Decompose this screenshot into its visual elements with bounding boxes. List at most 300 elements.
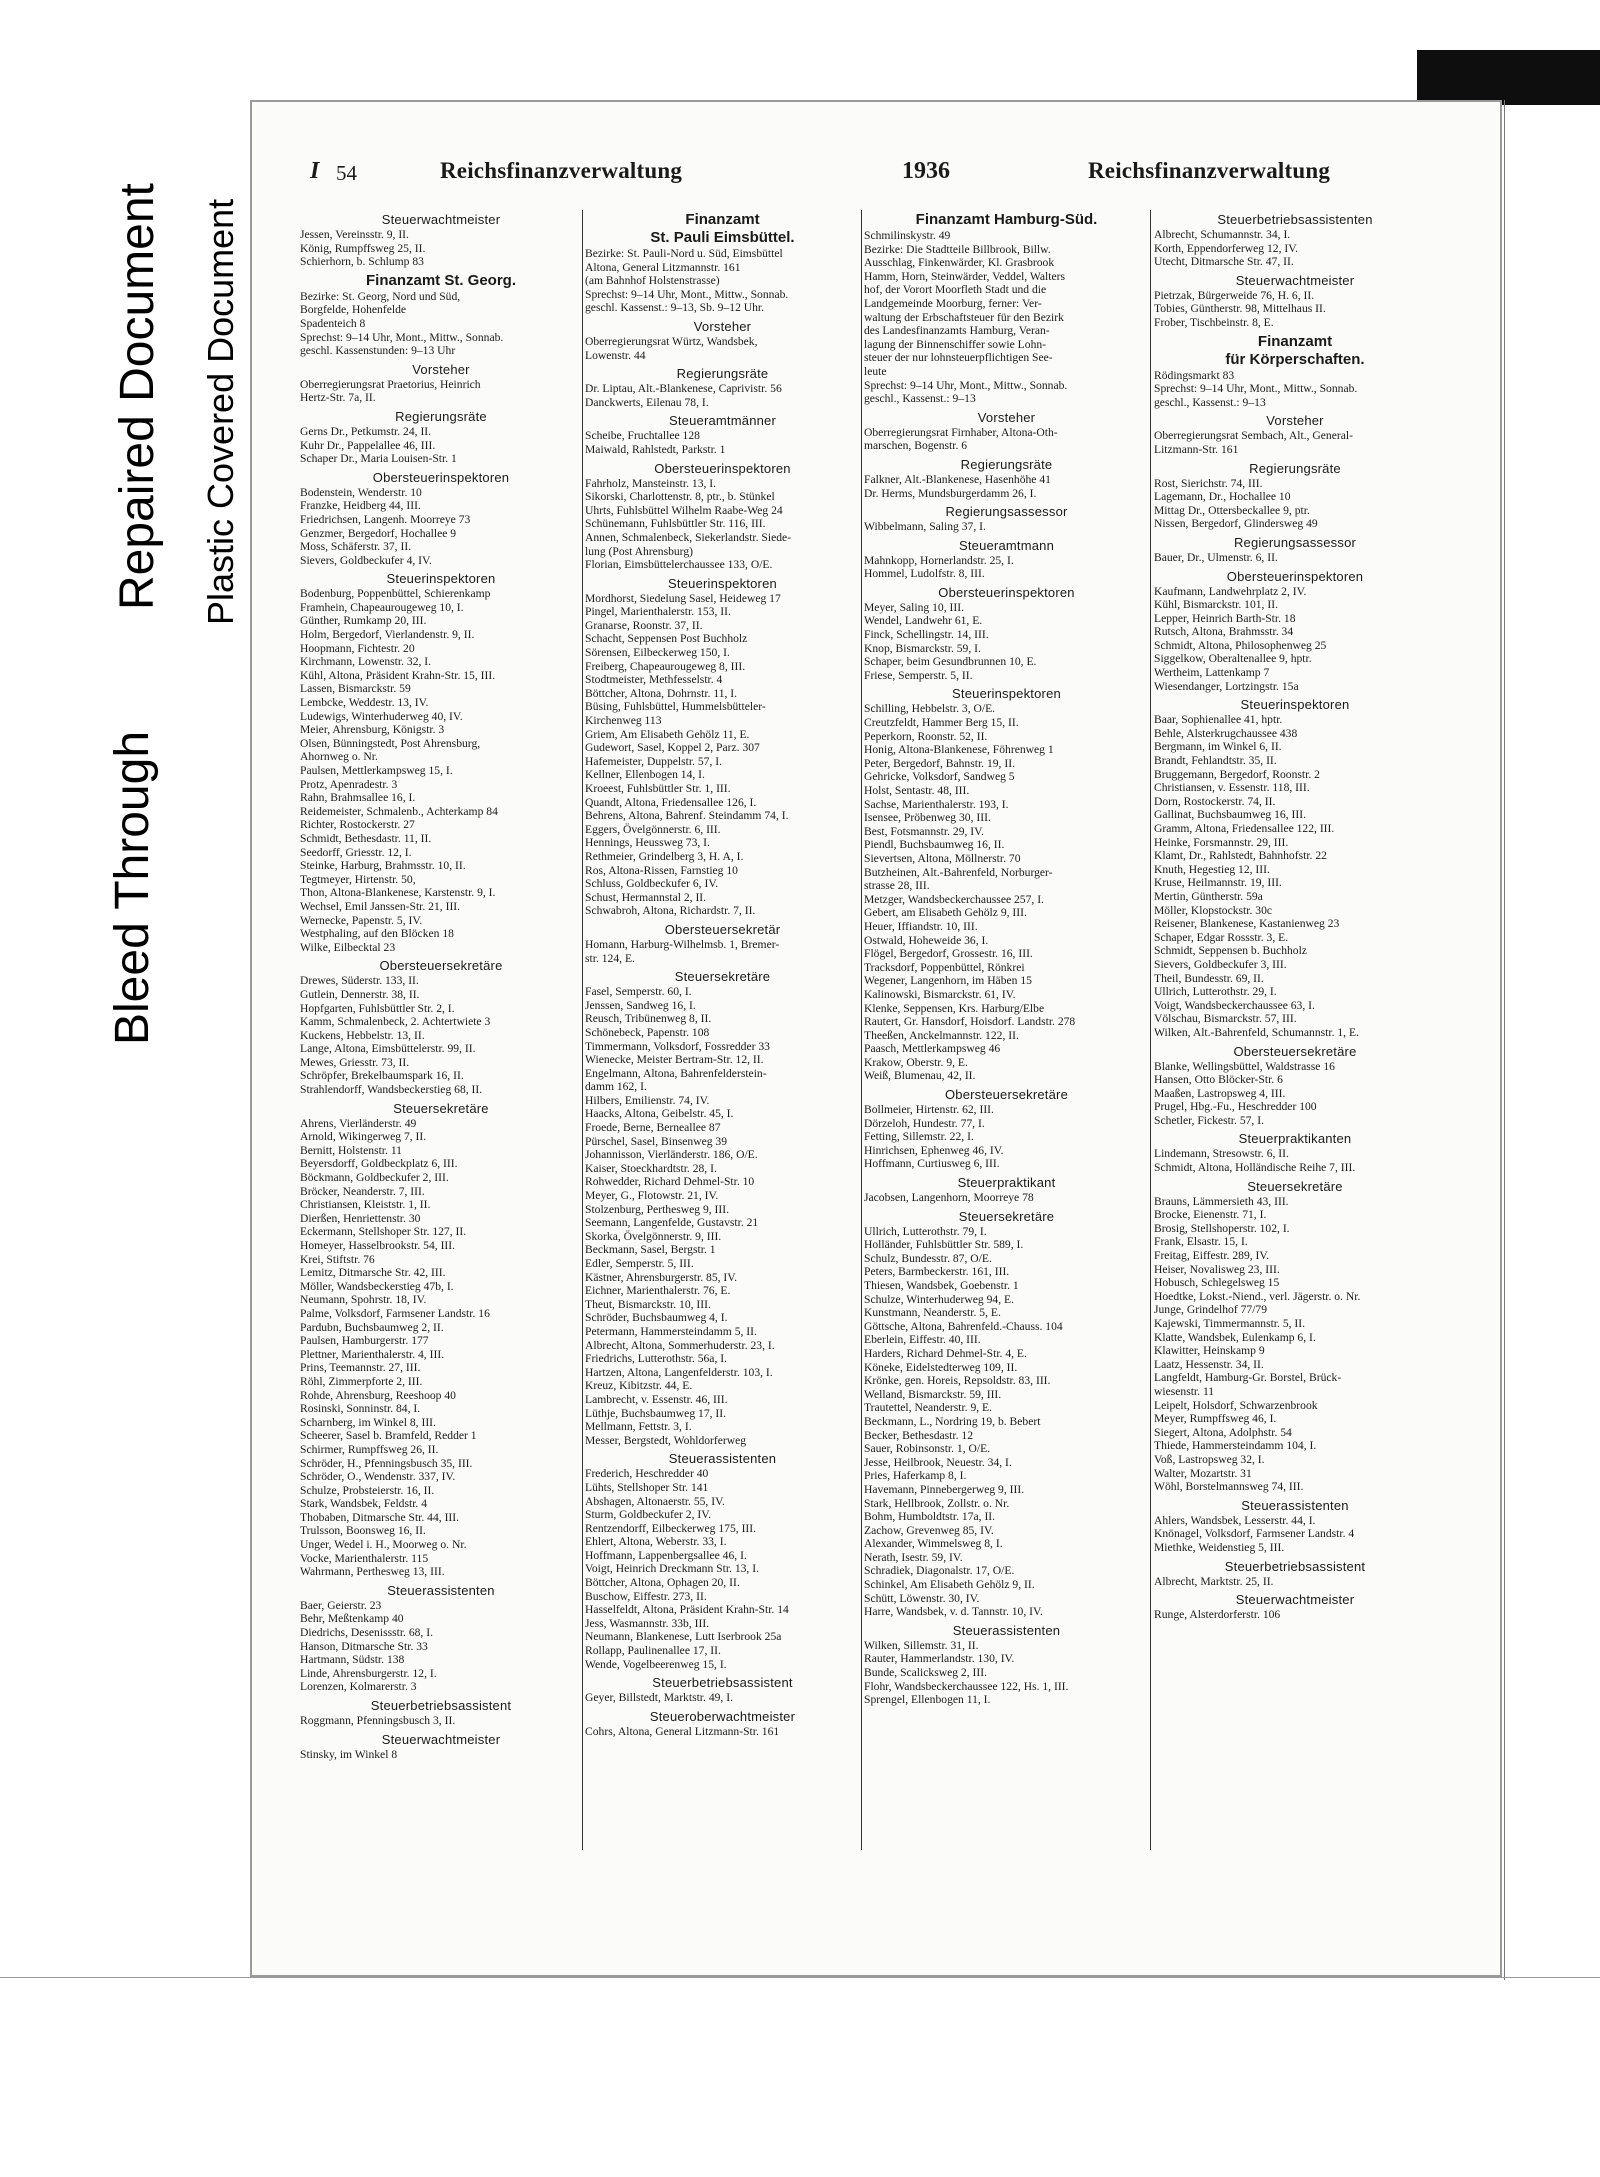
directory-section bbox=[864, 456, 1149, 500]
directory-entry: Kroeest, Fuhlsbüttler Str. 1, III. bbox=[585, 782, 731, 795]
directory-entry: Schröder, O., Wendenstr. 337, IV. bbox=[300, 1470, 456, 1484]
directory-entry: Schröder, Buchsbaumweg 4, I. bbox=[585, 1311, 728, 1325]
directory-entry: Beckmann, Sasel, Bergstr. 1 bbox=[585, 1243, 716, 1257]
directory-entry: waltung der Erbschaftsteuer für den Bezirk bbox=[864, 310, 1064, 324]
directory-entry: Homann, Harburg-Wilhelmsb. 1, Bremer- bbox=[585, 937, 780, 951]
directory-entry: Holm, Bergedorf, Vierlandenstr. 9, II. bbox=[300, 628, 475, 642]
directory-entry: Altona, General Litzmannstr. 161 bbox=[585, 260, 741, 274]
directory-entry: Klatte, Wandsbek, Eulenkamp 6, I. bbox=[1154, 1330, 1316, 1344]
section-heading: Steuerwachtmeister bbox=[1235, 272, 1355, 288]
directory-entry: Bezirke: Die Stadtteile Billbrook, Billw. bbox=[864, 242, 1051, 256]
section-heading: Steuerinspektoren bbox=[952, 686, 1061, 702]
section-heading: Steuersekretäre bbox=[958, 1208, 1055, 1224]
directory-entry: Jess, Wasmannstr. 33b, III. bbox=[585, 1616, 710, 1630]
directory-entry: Cohrs, Altona, General Litzmann-Str. 161 bbox=[585, 1724, 780, 1738]
directory-section bbox=[1154, 211, 1436, 269]
directory-entry: wiesenstr. 11 bbox=[1154, 1384, 1215, 1398]
directory-entry: Drewes, Süderstr. 133, II. bbox=[300, 974, 419, 988]
directory-entry: Lepper, Heinrich Barth-Str. 18 bbox=[1154, 611, 1296, 625]
directory-entry: Meyer, G., Flotowstr. 21, IV. bbox=[585, 1189, 719, 1203]
directory-entry: Albrecht, Marktstr. 25, II. bbox=[1154, 1574, 1274, 1588]
directory-entry: Jacobsen, Langenhorn, Moorreye 78 bbox=[864, 1191, 1034, 1205]
directory-entry: Seedorff, Griesstr. 12, I. bbox=[300, 845, 412, 859]
directory-entry: Florian, Eimsbüttelerchaussee 133, O/E. bbox=[585, 558, 773, 572]
section-heading: Steuerwachtmeister bbox=[381, 1731, 501, 1747]
directory-entry: geschl., Kassenst.: 9–13 bbox=[864, 392, 976, 406]
directory-entry: Lindemann, Stresowstr. 6, II. bbox=[1154, 1147, 1289, 1161]
directory-section bbox=[1154, 568, 1436, 694]
directory-entry: Rautert, Gr. Hansdorf, Hoisdorf. Landstr. 278 bbox=[864, 1015, 1076, 1029]
directory-section bbox=[300, 1582, 582, 1694]
directory-section bbox=[585, 1674, 860, 1705]
directory-entry: Ahornweg o. Nr. bbox=[300, 750, 378, 764]
directory-entry: Hoffmann, Curtiusweg 6, III. bbox=[864, 1157, 1000, 1171]
section-heading: Vorsteher bbox=[1266, 413, 1324, 429]
directory-entry: Schmidt, Altona, Holländische Reihe 7, III. bbox=[1154, 1161, 1356, 1175]
directory-section bbox=[864, 1622, 1149, 1707]
directory-entry: Quandt, Altona, Friedensallee 126, I. bbox=[585, 795, 757, 809]
directory-entry: Genzmer, Bergedorf, Hochallee 9 bbox=[300, 526, 457, 540]
office-title: Finanzamt Hamburg-Süd. bbox=[915, 211, 1098, 228]
directory-section bbox=[1154, 1130, 1436, 1174]
directory-entry: Hommel, Ludolfstr. 8, III. bbox=[864, 567, 985, 581]
directory-entry: Peter, Bergedorf, Bahnstr. 19, II. bbox=[864, 756, 1015, 770]
directory-entry: Dorn, Rostockerstr. 74, II. bbox=[1154, 794, 1276, 808]
directory-entry: Schust, Hermannstal 2, II. bbox=[585, 890, 707, 904]
directory-entry: Junge, Grindelhof 77/79 bbox=[1154, 1303, 1268, 1317]
directory-entry: Albrecht, Schumannstr. 34, I. bbox=[1154, 228, 1291, 241]
directory-entry: Rödingsmarkt 83 bbox=[1154, 368, 1235, 382]
directory-entry: Ostwald, Hoheweide 36, I. bbox=[864, 933, 989, 947]
directory-entry: Hanson, Ditmarsche Str. 33 bbox=[300, 1639, 428, 1653]
directory-entry: Behle, Alsterkrugchaussee 438 bbox=[1154, 726, 1298, 740]
directory-entry: Leipelt, Holsdorf, Schwarzenbrook bbox=[1154, 1398, 1318, 1412]
directory-entry: Harre, Wandsbek, v. d. Tannstr. 10, IV. bbox=[864, 1605, 1043, 1619]
directory-entry: Weiß, Blumenau, 42, II. bbox=[864, 1069, 976, 1083]
directory-entry: Nissen, Bergedorf, Glindersweg 49 bbox=[1154, 517, 1318, 531]
directory-entry: Wöhl, Borstelmannsweg 74, III. bbox=[1154, 1480, 1304, 1494]
section-heading: Steuerwachtmeister bbox=[381, 212, 501, 227]
directory-entry: Flohr, Wandsbeckerchaussee 122, Hs. 1, III. bbox=[864, 1679, 1069, 1693]
directory-entry: Olsen, Bünningstedt, Post Ahrensburg, bbox=[300, 736, 481, 750]
directory-entry: Bunde, Scalicksweg 2, III. bbox=[864, 1666, 987, 1680]
directory-entry: Vocke, Marienthalerstr. 115 bbox=[300, 1551, 429, 1565]
directory-entry: Wilken, Sillemstr. 31, II. bbox=[864, 1638, 979, 1652]
directory-entry: Wendel, Landwehr 61, E. bbox=[864, 614, 983, 628]
directory-entry: Thiede, Hammersteindamm 104, I. bbox=[1154, 1439, 1317, 1453]
directory-section bbox=[585, 1450, 860, 1671]
directory-entry: Schmidt, Altona, Philosophenweg 25 bbox=[1154, 638, 1327, 652]
directory-entry: Wechsel, Emil Janssen-Str. 21, III. bbox=[300, 899, 461, 913]
directory-entry: Falkner, Alt.-Blankenese, Hasenhöhe 41 bbox=[864, 472, 1051, 486]
directory-entry: Meyer, Saling 10, III. bbox=[864, 600, 964, 614]
directory-section bbox=[585, 318, 860, 362]
directory-entry: Frank, Elsastr. 15, I. bbox=[1154, 1235, 1248, 1249]
directory-entry: Wibbelmann, Saling 37, I. bbox=[864, 520, 986, 534]
directory-entry: Beyersdorff, Goldbeckplatz 6, III. bbox=[300, 1157, 458, 1171]
directory-entry: Schmidt, Seppensen b. Buchholz bbox=[1154, 944, 1307, 958]
directory-entry: Christiansen, Kleiststr. 1, II. bbox=[300, 1198, 431, 1212]
directory-entry: Isensee, Pröbenweg 30, III. bbox=[864, 811, 991, 825]
directory-entry: Rauter, Hammerlandstr. 130, IV. bbox=[864, 1652, 1015, 1666]
directory-section bbox=[864, 1208, 1149, 1619]
directory-entry: Gutlein, Dennerstr. 38, II. bbox=[300, 987, 420, 1001]
directory-entry: str. 124, E. bbox=[585, 951, 635, 965]
column-rule bbox=[1150, 210, 1151, 1850]
directory-entry: Behrens, Altona, Bahrenf. Steindamm 74, I. bbox=[585, 809, 789, 823]
directory-entry: Lorenzen, Kolmarerstr. 3 bbox=[300, 1680, 417, 1694]
directory-section bbox=[300, 408, 582, 466]
directory-entry: Paasch, Mettlerkampsweg 46 bbox=[864, 1042, 1001, 1056]
section-heading: Regierungsassessor bbox=[945, 504, 1068, 520]
section-heading: Obersteuerinspektoren bbox=[654, 460, 791, 476]
directory-entry: Günther, Rumkamp 20, III. bbox=[300, 614, 427, 628]
directory-entry: Miethke, Weidenstieg 5, III. bbox=[1154, 1540, 1285, 1554]
directory-entry: Schmidt, Bethesdastr. 11, II. bbox=[300, 831, 432, 845]
directory-entry: Flögel, Bergedorf, Grossestr. 16, III. bbox=[864, 947, 1033, 961]
section-heading: Vorsteher bbox=[693, 318, 752, 334]
directory-section bbox=[864, 409, 1149, 453]
directory-entry: Holländer, Fuhlsbüttler Str. 589, I. bbox=[864, 1238, 1024, 1252]
directory-entry: Spadenteich 8 bbox=[300, 316, 366, 330]
directory-entry: Abshagen, Altonaerstr. 55, IV. bbox=[585, 1494, 725, 1508]
directory-entry: Palme, Volksdorf, Farmsener Landstr. 16 bbox=[300, 1306, 490, 1320]
directory-entry: Sturm, Goldbeckufer 2, IV. bbox=[585, 1508, 712, 1522]
directory-entry: Böckmann, Goldbeckufer 2, III. bbox=[300, 1171, 449, 1185]
directory-entry: Reidemeister, Schmalenb., Achterkamp 84 bbox=[300, 804, 498, 818]
directory-entry: Rethmeier, Grindelberg 3, H. A, I. bbox=[585, 849, 744, 863]
repaired-document-stamp: Repaired Document bbox=[111, 183, 164, 610]
directory-entry: Pürschel, Sasel, Binsenweg 39 bbox=[585, 1134, 728, 1148]
directory-entry: Peperkorn, Roonstr. 52, II. bbox=[864, 729, 988, 743]
directory-entry: Johannisson, Vierländerstr. 186, O/E. bbox=[585, 1148, 758, 1162]
directory-entry: Eggers, Övelgönnerstr. 6, III. bbox=[585, 822, 721, 836]
section-heading: Steueramtmann bbox=[958, 537, 1055, 553]
directory-entry: Zachow, Grevenweg 85, IV. bbox=[864, 1523, 994, 1537]
directory-column-1 bbox=[300, 208, 582, 1761]
directory-entry: Arnold, Wikingerweg 7, II. bbox=[300, 1130, 427, 1144]
directory-entry: Hansen, Otto Blöcker-Str. 6 bbox=[1154, 1073, 1283, 1087]
directory-entry: Bezirke: St. Pauli-Nord u. Süd, Eimsbüttel bbox=[585, 247, 783, 260]
directory-entry: Best, Fotsmannstr. 29, IV. bbox=[864, 824, 984, 838]
directory-section bbox=[300, 1697, 582, 1728]
section-heading: Obersteuerinspektoren bbox=[372, 469, 510, 485]
directory-entry: Lambrecht, v. Essenstr. 46, III. bbox=[585, 1392, 728, 1406]
directory-section bbox=[864, 1174, 1149, 1205]
directory-entry: Klawitter, Heinskamp 9 bbox=[1154, 1344, 1265, 1358]
directory-entry: Baer, Geierstr. 23 bbox=[300, 1598, 382, 1612]
directory-entry: Honig, Altona-Blankenese, Föhrenweg 1 bbox=[864, 743, 1054, 757]
directory-entry: (am Bahnhof Holstenstrasse) bbox=[585, 274, 720, 288]
directory-entry: Brosig, Stellshoperstr. 102, I. bbox=[1154, 1221, 1290, 1235]
directory-entry: Gudewort, Sasel, Koppel 2, Parz. 307 bbox=[585, 741, 760, 755]
section-heading: Steuerpraktikanten bbox=[1238, 1131, 1352, 1147]
directory-entry: geschl. Kassenstunden: 9–13 Uhr bbox=[300, 344, 456, 358]
directory-entry: Haacks, Altona, Geibelstr. 45, I. bbox=[585, 1107, 734, 1121]
directory-section bbox=[585, 575, 860, 918]
directory-entry: Eckermann, Stellshoper Str. 127, II. bbox=[300, 1225, 467, 1239]
directory-entry: Theil, Bundesstr. 69, II. bbox=[1154, 971, 1264, 985]
directory-entry: Gerns Dr., Petkumstr. 24, II. bbox=[300, 424, 432, 438]
directory-section bbox=[1154, 1043, 1436, 1128]
directory-entry: Roggmann, Pfenningsbusch 3, II. bbox=[300, 1714, 456, 1727]
directory-entry: Sprengel, Ellenbogen 11, I. bbox=[864, 1693, 991, 1707]
directory-entry: Dörzeloh, Hundestr. 77, I. bbox=[864, 1116, 985, 1130]
scan-edge-line bbox=[1504, 100, 1505, 1980]
directory-entry: Oberregierungsrat Firnhaber, Altona-Oth- bbox=[864, 425, 1058, 439]
directory-entry: Schmilinskystr. 49 bbox=[864, 229, 951, 242]
directory-entry: Sörensen, Eilbeckerweg 150, I. bbox=[585, 646, 730, 660]
section-heading: Steuerinspektoren bbox=[668, 575, 777, 591]
directory-section bbox=[1154, 1178, 1436, 1494]
directory-entry: Litzmann-Str. 161 bbox=[1154, 442, 1239, 456]
directory-entry: Pingel, Marienthalerstr. 153, II. bbox=[585, 605, 731, 619]
directory-entry: Klenke, Seppensen, Krs. Harburg/Elbe bbox=[864, 1001, 1045, 1015]
directory-entry: Rahn, Brahmsallee 16, I. bbox=[300, 791, 416, 805]
section-heading: Steuerassistenten bbox=[668, 1451, 777, 1467]
directory-entry: Borgfelde, Hohenfelde bbox=[300, 303, 407, 317]
directory-entry: Peters, Barmbeckerstr. 161, III. bbox=[864, 1265, 1010, 1279]
directory-entry: Welland, Bismarckstr. 59, III. bbox=[864, 1387, 1002, 1401]
directory-entry: Dierßen, Henriettenstr. 30 bbox=[300, 1211, 421, 1225]
directory-entry: Schacht, Seppensen Post Buchholz bbox=[585, 632, 748, 646]
directory-entry: Unger, Wedel i. H., Moorweg o. Nr. bbox=[300, 1538, 467, 1552]
page-number: 54 bbox=[336, 161, 357, 185]
directory-entry: damm 162, I. bbox=[585, 1080, 647, 1094]
directory-entry: lagung der Binnenschiffer sowie Lohn- bbox=[864, 337, 1047, 351]
office-title: für Körperschaften. bbox=[1225, 350, 1365, 368]
plastic-covered-stamp: Plastic Covered Document bbox=[200, 198, 241, 625]
directory-entry: Hartzen, Altona, Langenfelderstr. 103, I. bbox=[585, 1365, 773, 1379]
directory-entry: Uhrts, Fuhlsbüttel Wilhelm Raabe-Weg 24 bbox=[585, 503, 783, 517]
directory-entry: Kunstmann, Neanderstr. 5, E. bbox=[864, 1306, 1001, 1320]
directory-section bbox=[300, 361, 582, 405]
directory-entry: Tobies, Güntherstr. 98, Mittelhaus II. bbox=[1154, 302, 1326, 316]
directory-entry: Trulsson, Boonsweg 16, II. bbox=[300, 1524, 426, 1538]
directory-entry: lung (Post Ahrensburg) bbox=[585, 544, 693, 558]
directory-entry: Reusch, Tribünenweg 8, II. bbox=[585, 1012, 712, 1026]
directory-section bbox=[585, 1708, 860, 1739]
directory-entry: Scharnberg, im Winkel 8, III. bbox=[300, 1415, 436, 1429]
directory-entry: Pardubn, Buchsbaumweg 2, II. bbox=[300, 1320, 444, 1334]
directory-entry: Heuer, Iffiandstr. 10, III. bbox=[864, 919, 978, 933]
directory-entry: Runge, Alsterdorferstr. 106 bbox=[1154, 1608, 1281, 1622]
directory-entry: Skorka, Övelgönnerstr. 9, III. bbox=[585, 1229, 722, 1243]
scan-bottom-line bbox=[0, 1977, 1600, 1978]
directory-entry: Hoffmann, Lappenbergsallee 46, I. bbox=[585, 1548, 747, 1562]
directory-entry: Prins, Teemannstr. 27, III. bbox=[300, 1361, 421, 1375]
directory-entry: Köneke, Eidelstedterweg 109, II. bbox=[864, 1360, 1018, 1374]
directory-entry: Voigt, Wandsbeckerchaussee 63, I. bbox=[1154, 998, 1315, 1012]
directory-entry: Brandt, Fehlandtstr. 35, II. bbox=[1154, 754, 1277, 768]
directory-entry: Albrecht, Altona, Sommerhuderstr. 23, I. bbox=[585, 1338, 775, 1352]
section-heading: Steuersekretäre bbox=[393, 1100, 489, 1116]
directory-section bbox=[1154, 412, 1436, 456]
section-heading: Steuersekretäre bbox=[1247, 1178, 1343, 1194]
directory-entry: Theeßen, Anckelmannstr. 122, II. bbox=[864, 1028, 1019, 1042]
directory-entry: Lagemann, Dr., Hochallee 10 bbox=[1154, 490, 1291, 504]
directory-entry: Frederich, Heschredder 40 bbox=[585, 1467, 709, 1481]
directory-entry: Wegener, Langenhorn, im Häben 15 bbox=[864, 974, 1032, 988]
directory-entry: Blanke, Wellingsbüttel, Waldstrasse 16 bbox=[1154, 1059, 1335, 1073]
directory-entry: Wilken, Alt.-Bahrenfeld, Schumannstr. 1, E. bbox=[1154, 1025, 1359, 1039]
section-heading: Steuerassistenten bbox=[952, 1622, 1061, 1638]
directory-entry: geschl. Kassenst.: 9–13, Sb. 9–12 Uhr. bbox=[585, 301, 765, 315]
directory-entry: Krei, Stiftstr. 76 bbox=[300, 1252, 375, 1266]
directory-entry: Krakow, Oberstr. 9, E. bbox=[864, 1055, 968, 1069]
directory-entry: Rost, Sierichstr. 74, III. bbox=[1154, 476, 1263, 490]
directory-entry: Homeyer, Hasselbrookstr. 54, III. bbox=[300, 1239, 456, 1252]
section-heading: Obersteuerinspektoren bbox=[938, 584, 1075, 600]
directory-entry: Wiesendanger, Lortzingstr. 15a bbox=[1154, 679, 1299, 693]
directory-entry: Jesse, Heilbrook, Neuestr. 34, I. bbox=[864, 1455, 1012, 1469]
directory-entry: Thon, Altona-Blankenese, Karstenstr. 9, I. bbox=[300, 886, 496, 900]
directory-entry: Mittag Dr., Ottersbeckallee 9, ptr. bbox=[1154, 503, 1310, 517]
directory-entry: Wienecke, Meister Bertram-Str. 12, II. bbox=[585, 1053, 764, 1067]
directory-entry: Harders, Richard Dehmel-Str. 4, E. bbox=[864, 1346, 1027, 1360]
directory-entry: Mordhorst, Siedelung Sasel, Heideweg 17 bbox=[585, 591, 781, 605]
directory-entry: steuer der nur lohnsteuerpflichtigen See- bbox=[864, 351, 1053, 365]
directory-entry: Bergmann, im Winkel 6, II. bbox=[1154, 740, 1282, 754]
directory-section bbox=[300, 1100, 582, 1579]
directory-section bbox=[864, 584, 1149, 683]
directory-entry: Rosinski, Sonninstr. 84, I. bbox=[300, 1402, 421, 1416]
directory-entry: Korth, Eppendorferweg 12, IV. bbox=[1154, 241, 1299, 255]
directory-section bbox=[585, 921, 860, 965]
directory-entry: Rohde, Ahrensburg, Reeshoop 40 bbox=[300, 1388, 456, 1402]
directory-entry: Oberregierungsrat Sembach, Alt., General- bbox=[1154, 429, 1353, 443]
directory-entry: Langfeldt, Hamburg-Gr. Borstel, Brück- bbox=[1154, 1371, 1342, 1385]
directory-entry: Ros, Altona-Rissen, Farnstieg 10 bbox=[585, 863, 738, 877]
directory-entry: Sauer, Robinsonstr. 1, O/E. bbox=[864, 1442, 991, 1456]
section-heading: Regierungsräte bbox=[960, 456, 1053, 472]
directory-entry: Buschow, Eiffestr. 273, II. bbox=[585, 1589, 707, 1603]
directory-entry: Behr, Meßtenkamp 40 bbox=[300, 1612, 404, 1626]
section-heading: Steuerbetriebsassistent bbox=[1224, 1558, 1366, 1574]
directory-entry: Stodtmeister, Methfesselstr. 4 bbox=[585, 673, 723, 687]
directory-entry: Kreuz, Kibitzstr. 44, E. bbox=[585, 1379, 693, 1393]
directory-entry: Mahnkopp, Hornerlandstr. 25, I. bbox=[864, 553, 1014, 567]
column-rule bbox=[582, 210, 583, 1850]
directory-entry: Schaper, Edgar Rossstr. 3, E. bbox=[1154, 930, 1289, 944]
section-heading: Vorsteher bbox=[412, 361, 470, 377]
directory-entry: Linde, Ahrensburgerstr. 12, I. bbox=[300, 1666, 437, 1680]
directory-entry: Eichner, Marienthalerstr. 76, E. bbox=[585, 1284, 731, 1298]
directory-entry: Ullrich, Lutterothstr. 29, I. bbox=[1154, 985, 1277, 999]
directory-entry: Plettner, Marienthalerstr. 4, III. bbox=[300, 1347, 445, 1361]
directory-entry: Petermann, Hammersteindamm 5, II. bbox=[585, 1324, 757, 1338]
directory-entry: Landgemeinde Moorburg, ferner: Ver- bbox=[864, 296, 1042, 310]
directory-entry: Hinrichsen, Ephenweg 46, IV. bbox=[864, 1143, 1004, 1157]
directory-entry: geschl., Kassenst.: 9–13 bbox=[1154, 395, 1266, 409]
directory-entry: Rutsch, Altona, Brahmsstr. 34 bbox=[1154, 625, 1294, 639]
directory-entry: Hobusch, Schlegelsweg 15 bbox=[1154, 1276, 1280, 1290]
directory-entry: Gebert, am Elisabeth Gehölz 9, III. bbox=[864, 906, 1027, 920]
directory-entry: Kajewski, Timmermannstr. 5, II. bbox=[1154, 1317, 1306, 1330]
directory-entry: Havemann, Pinnebergerweg 9, III. bbox=[864, 1482, 1025, 1496]
directory-entry: Annen, Schmalenbeck, Siekerlandstr. Siede- bbox=[585, 530, 792, 544]
directory-entry: Meyer, Rumpffsweg 46, I. bbox=[1154, 1412, 1277, 1426]
directory-entry: Richter, Rostockerstr. 27 bbox=[300, 818, 415, 832]
directory-entry: Gallinat, Buchsbaumweg 16, III. bbox=[1154, 808, 1306, 822]
office-title: Finanzamt St. Georg. bbox=[365, 271, 516, 289]
directory-entry: Holst, Sentastr. 48, III. bbox=[864, 784, 970, 797]
directory-entry: Rentzendorff, Eilbeckerweg 175, III. bbox=[585, 1521, 757, 1535]
directory-entry: Engelmann, Altona, Bahrenfelderstein- bbox=[585, 1066, 767, 1080]
directory-entry: König, Rumpffsweg 25, II. bbox=[300, 241, 426, 255]
directory-entry: Stark, Hellbrook, Zollstr. o. Nr. bbox=[864, 1496, 1010, 1510]
directory-entry: Hertz-Str. 7a, II. bbox=[300, 391, 376, 405]
section-heading: Steuerwachtmeister bbox=[1235, 1592, 1355, 1608]
directory-entry: Kalinowski, Bismarckstr. 61, IV. bbox=[864, 987, 1016, 1001]
directory-entry: Schulze, Probsteierstr. 16, II. bbox=[300, 1483, 435, 1497]
directory-entry: Hoopmann, Fichtestr. 20 bbox=[300, 641, 415, 655]
directory-entry: Stinsky, im Winkel 8 bbox=[300, 1747, 398, 1761]
directory-entry: Piendl, Buchsbaumweg 16, II. bbox=[864, 838, 1005, 852]
directory-entry: Baar, Sophienallee 41, hptr. bbox=[1154, 713, 1283, 727]
directory-entry: Schröpfer, Brekelbaumspark 16, II. bbox=[300, 1069, 464, 1083]
directory-section bbox=[1154, 1591, 1436, 1622]
directory-entry: Sievers, Goldbeckufer 3, III. bbox=[1154, 957, 1287, 971]
directory-entry: Kaiser, Stoeckhardtstr. 28, I. bbox=[585, 1161, 717, 1175]
directory-section bbox=[1154, 460, 1436, 531]
directory-entry: Nerath, Isestr. 59, IV. bbox=[864, 1550, 963, 1564]
directory-entry: Krönke, gen. Horeis, Repsoldstr. 83, III. bbox=[864, 1374, 1051, 1388]
directory-section bbox=[300, 211, 582, 269]
directory-entry: Metzger, Wandsbeckerchaussee 257, I. bbox=[864, 892, 1044, 906]
section-heading: Steueroberwachtmeister bbox=[649, 1708, 796, 1724]
directory-entry: Reisener, Blankenese, Kastanienweg 23 bbox=[1154, 917, 1340, 931]
directory-entry: Lange, Altona, Eimsbüttelerstr. 99, II. bbox=[300, 1042, 476, 1056]
directory-entry: Schinkel, Am Elisabeth Gehölz 9, II. bbox=[864, 1578, 1035, 1592]
directory-entry: Griem, Am Elisabeth Gehölz 11, E. bbox=[585, 727, 750, 741]
directory-entry: Hoedtke, Lokst.-Niend., verl. Jägerstr. o. Nr. bbox=[1154, 1289, 1361, 1303]
directory-entry: Mertin, Güntherstr. 59a bbox=[1154, 889, 1263, 903]
directory-section bbox=[1154, 272, 1436, 330]
directory-entry: Christiansen, v. Essenstr. 118, III. bbox=[1154, 781, 1310, 795]
directory-entry: Schilling, Hebbelstr. 3, O/E. bbox=[864, 702, 996, 716]
directory-entry: Paulsen, Mettlerkampsweg 15, I. bbox=[300, 764, 453, 777]
section-heading: Regierungsräte bbox=[676, 366, 769, 382]
directory-entry: Knönagel, Volksdorf, Farmsener Landstr. 4 bbox=[1154, 1527, 1355, 1541]
directory-entry: Strahlendorff, Wandsbeckerstieg 68, II. bbox=[300, 1083, 483, 1097]
directory-entry: Bodenstein, Wenderstr. 10 bbox=[300, 485, 422, 499]
directory-section bbox=[300, 570, 582, 954]
directory-entry: Kästner, Ahrensburgerstr. 85, IV. bbox=[585, 1270, 738, 1284]
directory-column-3 bbox=[864, 208, 1149, 1707]
directory-entry: Diedrichs, Desenissstr. 68, I. bbox=[300, 1626, 433, 1640]
directory-entry: Beckmann, L., Nordring 19, b. Bebert bbox=[864, 1414, 1041, 1428]
directory-entry: Hartmann, Südstr. 138 bbox=[300, 1653, 405, 1667]
directory-entry: Wahrmann, Perthesweg 13, III. bbox=[300, 1565, 445, 1579]
directory-entry: Sikorski, Charlottenstr. 8, ptr., b. Stünkel bbox=[585, 490, 775, 504]
directory-entry: Fasel, Semperstr. 60, I. bbox=[585, 985, 692, 999]
directory-entry: Möller, Klopstockstr. 30c bbox=[1154, 903, 1273, 917]
directory-entry: Bauer, Dr., Ulmenstr. 6, II. bbox=[1154, 550, 1278, 564]
directory-entry: Schünemann, Fuhlsbüttler Str. 116, III. bbox=[585, 517, 766, 531]
directory-entry: Gehricke, Volksdorf, Sandweg 5 bbox=[864, 770, 1015, 784]
directory-entry: Wilke, Eilbecktal 23 bbox=[300, 940, 396, 954]
directory-entry: Schluss, Goldbeckufer 6, IV. bbox=[585, 877, 719, 891]
directory-entry: Bruggemann, Bergedorf, Roonstr. 2 bbox=[1154, 767, 1320, 781]
directory-entry: Böttcher, Altona, Ophagen 20, II. bbox=[585, 1576, 740, 1590]
directory-entry: Schetler, Fickestr. 57, I. bbox=[1154, 1113, 1264, 1127]
section-heading: Steueramtmänner bbox=[668, 413, 777, 429]
directory-section bbox=[585, 412, 860, 456]
directory-entry: Maaßen, Lastropsweg 4, III. bbox=[1154, 1086, 1286, 1100]
directory-entry: Frober, Tischbeinstr. 8, E. bbox=[1154, 315, 1274, 329]
directory-entry: Brauns, Lämmersieth 43, III. bbox=[1154, 1194, 1289, 1208]
